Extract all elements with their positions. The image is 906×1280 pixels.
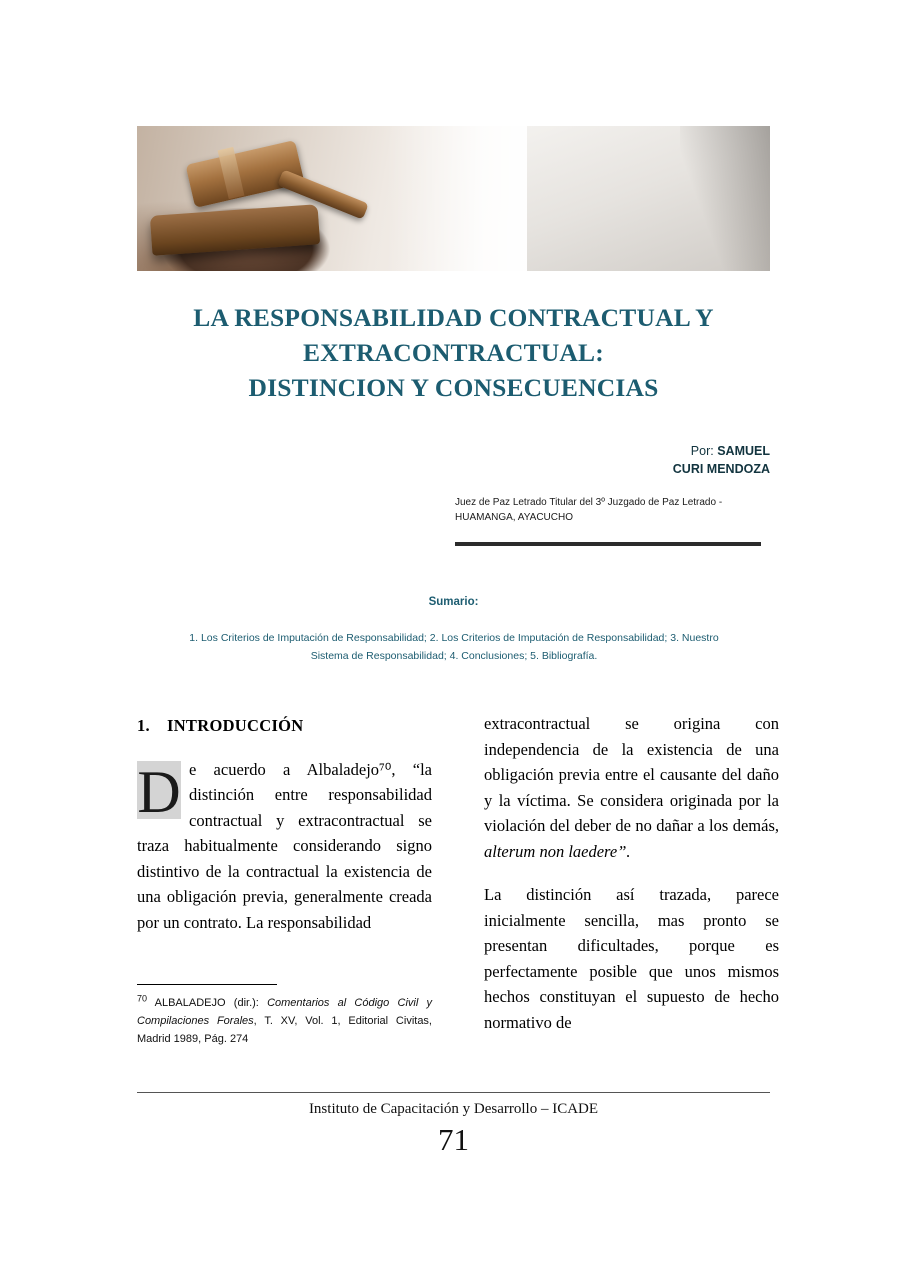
signing-photo [527, 126, 770, 271]
footer-separator [137, 1092, 770, 1093]
author-first-name: SAMUEL [717, 444, 770, 458]
footnote-publication: , T. XV, Vol. 1, Editorial Civitas, Madrid 1989, Pág. 274 [137, 1015, 432, 1045]
section-number: 1. [137, 716, 150, 735]
sumario-heading: Sumario: [428, 596, 479, 608]
paragraph-continuation [484, 711, 779, 864]
section-title: INTRODUCCIÓN [167, 716, 304, 735]
banner-gradient-fade [387, 126, 547, 271]
section-heading [137, 713, 432, 739]
footnote-title-italic: Comentarios al Código Civil y Compilaciones Forales [137, 997, 433, 1027]
article-title-line-1: LA RESPONSABILIDAD CONTRACTUAL Y [193, 303, 714, 332]
footnote-marker: 70 [137, 993, 148, 1004]
paragraph-distincion: La distinción así trazada, parece inicialmente sencilla, mas pronto se presentan dificultades, porque es perfectamente posible que unos mismos hechos constituyan el supuesto de hecho normativo de [484, 885, 779, 1032]
article-title-line-3: DISTINCION Y CONSECUENCIAS [248, 373, 659, 402]
author-divider [455, 542, 761, 546]
gavel-sound-block-shape [150, 204, 320, 256]
paragraph-continuation-text: extracontractual se origina con independencia de la existencia de una obligación previa entre el causante del daño y la víctima. Se considera originada por la violación del deber de no dañar a los demás, [484, 714, 779, 835]
footer-institution: Instituto de Capacitación y Desarrollo – ICADE [308, 1101, 599, 1117]
header-banner-image [137, 126, 770, 271]
body-column-left [137, 713, 432, 935]
author-name-line-1 [400, 442, 770, 460]
body-column-right [484, 711, 779, 1053]
drop-cap: D [137, 758, 181, 825]
sumario-text: 1. Los Criterios de Imputación de Responsabilidad; 2. Los Criterios de Imputación de Responsabilidad; 3. Nuestro Sistema de Responsabilidad; 4. Conclusiones; 5. Bibliografía. [189, 632, 719, 662]
article-title [137, 300, 770, 405]
author-by-label: Por: [690, 444, 714, 458]
footnote-author: ALBALADEJO (dir.): [154, 997, 268, 1009]
latin-phrase: alterum non laedere”. [484, 841, 631, 861]
footnote-separator [137, 984, 277, 985]
footnote-70 [137, 994, 432, 1048]
article-title-line-2: EXTRACONTRACTUAL: [303, 338, 604, 367]
paragraph-intro-text: e acuerdo a Albaladejo⁷⁰, “la distinción entre responsabilidad contractual y extracontractual se traza habitualmente considerando signo distintivo de la contractual la existencia de una obligación previa, generalmente creada por un contrato. La responsabilidad [137, 759, 432, 932]
author-last-name: CURI MENDOZA [672, 462, 770, 476]
page-number: 71 [438, 1122, 469, 1157]
author-role: Juez de Paz Letrado Titular del 3º Juzgado de Paz Letrado - HUAMANGA, AYACUCHO [455, 497, 723, 523]
paragraph-intro [137, 757, 432, 936]
banner-vignette [680, 126, 770, 271]
author-block [400, 442, 770, 478]
